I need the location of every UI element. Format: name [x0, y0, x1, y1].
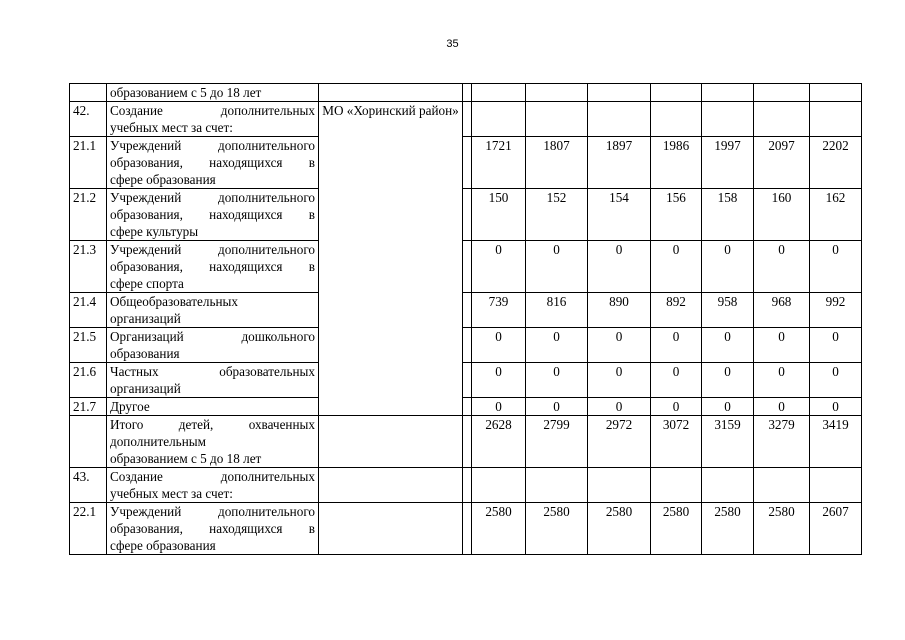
table-row — [70, 189, 862, 241]
value-cell: 160 — [754, 189, 810, 241]
value-cell — [588, 84, 651, 102]
row-name — [107, 398, 319, 416]
table-row — [70, 102, 862, 137]
row-name-line: образованием с 5 до 18 лет — [110, 451, 262, 466]
row-number: 42. — [70, 102, 107, 137]
row-name — [107, 293, 319, 328]
value-cell: 3419 — [810, 416, 862, 468]
value-cell: 0 — [526, 363, 588, 398]
value-cell: 0 — [472, 398, 526, 416]
responsible-blank — [319, 468, 463, 503]
value-cell — [702, 84, 754, 102]
row-name-line: образования, находящихся в — [110, 207, 315, 222]
value-cell: 0 — [702, 398, 754, 416]
row-name-line: Учреждений дополнительного — [110, 242, 315, 257]
row-number: 43. — [70, 468, 107, 503]
value-cell: 0 — [472, 363, 526, 398]
value-cell: 152 — [526, 189, 588, 241]
value-cell — [651, 102, 702, 137]
spacer-cell — [463, 241, 472, 293]
responsible-blank — [319, 416, 463, 468]
row-name-line: учебных мест за счет: — [110, 486, 233, 501]
value-cell: 158 — [702, 189, 754, 241]
value-cell: 0 — [702, 328, 754, 363]
row-name-line: образования — [110, 346, 180, 361]
row-name-line: образования, находящихся в — [110, 521, 315, 536]
row-name-line: образованием с 5 до 18 лет — [110, 85, 262, 100]
row-name-line: сфере культуры — [110, 224, 199, 239]
value-cell: 0 — [651, 241, 702, 293]
value-cell — [651, 468, 702, 503]
row-name-line: образования, находящихся в — [110, 259, 315, 274]
row-name-line: Организаций дошкольного — [110, 329, 315, 344]
value-cell — [754, 102, 810, 137]
value-cell — [702, 468, 754, 503]
value-cell: 0 — [472, 241, 526, 293]
row-name — [107, 102, 319, 137]
row-name-line: организаций — [110, 381, 181, 396]
value-cell: 150 — [472, 189, 526, 241]
row-name-line: Общеобразовательных — [110, 294, 239, 309]
value-cell: 0 — [754, 241, 810, 293]
value-cell: 2580 — [472, 503, 526, 555]
value-cell: 3279 — [754, 416, 810, 468]
row-name — [107, 84, 319, 102]
value-cell: 816 — [526, 293, 588, 328]
row-name — [107, 468, 319, 503]
value-cell: 0 — [754, 398, 810, 416]
value-cell: 3159 — [702, 416, 754, 468]
row-name-line: сфере образования — [110, 538, 216, 553]
row-name-line: Учреждений дополнительного — [110, 504, 315, 519]
value-cell: 0 — [702, 363, 754, 398]
table-row — [70, 468, 862, 503]
row-number: 21.1 — [70, 137, 107, 189]
row-number: 21.2 — [70, 189, 107, 241]
spacer-cell — [463, 84, 472, 102]
table-row — [70, 84, 862, 102]
spacer-cell — [463, 398, 472, 416]
value-cell — [472, 84, 526, 102]
value-cell — [810, 468, 862, 503]
row-name-line: образования, находящихся в — [110, 155, 315, 170]
responsible-blank-top — [319, 84, 463, 102]
value-cell: 0 — [810, 241, 862, 293]
value-cell — [472, 468, 526, 503]
table-row — [70, 398, 862, 416]
spacer-cell — [463, 363, 472, 398]
value-cell: 2799 — [526, 416, 588, 468]
row-name-line: Создание дополнительных — [110, 103, 315, 118]
row-number: 21.6 — [70, 363, 107, 398]
value-cell — [810, 102, 862, 137]
value-cell: 154 — [588, 189, 651, 241]
row-number: 21.5 — [70, 328, 107, 363]
value-cell: 2972 — [588, 416, 651, 468]
spacer-cell — [463, 328, 472, 363]
value-cell: 2607 — [810, 503, 862, 555]
value-cell: 0 — [810, 398, 862, 416]
value-cell: 0 — [810, 363, 862, 398]
value-cell: 2580 — [651, 503, 702, 555]
row-number: 21.7 — [70, 398, 107, 416]
value-cell — [526, 102, 588, 137]
row-name-line: дополнительным — [110, 434, 206, 449]
value-cell — [588, 468, 651, 503]
value-cell: 890 — [588, 293, 651, 328]
value-cell — [526, 84, 588, 102]
value-cell: 0 — [472, 328, 526, 363]
spacer-cell — [463, 468, 472, 503]
spacer-cell — [463, 137, 472, 189]
value-cell — [651, 84, 702, 102]
value-cell: 0 — [754, 363, 810, 398]
value-cell: 0 — [588, 398, 651, 416]
value-cell — [702, 102, 754, 137]
value-cell: 892 — [651, 293, 702, 328]
row-number — [70, 84, 107, 102]
spacer-cell — [463, 503, 472, 555]
row-name-line: Учреждений дополнительного — [110, 190, 315, 205]
row-name — [107, 328, 319, 363]
value-cell — [754, 84, 810, 102]
value-cell: 739 — [472, 293, 526, 328]
value-cell: 1721 — [472, 137, 526, 189]
row-number: 21.3 — [70, 241, 107, 293]
row-number — [70, 416, 107, 468]
row-name — [107, 137, 319, 189]
value-cell: 2580 — [702, 503, 754, 555]
table-body — [70, 84, 862, 555]
table-row — [70, 328, 862, 363]
row-number: 22.1 — [70, 503, 107, 555]
spacer-cell — [463, 102, 472, 137]
row-name-line: сфере спорта — [110, 276, 184, 291]
value-cell: 2580 — [526, 503, 588, 555]
spacer-cell — [463, 416, 472, 468]
row-name-line: Учреждений дополнительного — [110, 138, 315, 153]
value-cell — [810, 84, 862, 102]
responsible-organization: МО «Хоринский район» — [319, 102, 463, 416]
data-table — [69, 83, 862, 555]
value-cell: 0 — [651, 363, 702, 398]
table-row — [70, 293, 862, 328]
row-name — [107, 189, 319, 241]
value-cell: 0 — [588, 241, 651, 293]
value-cell — [472, 102, 526, 137]
value-cell — [588, 102, 651, 137]
row-name — [107, 503, 319, 555]
table-row — [70, 363, 862, 398]
value-cell: 156 — [651, 189, 702, 241]
value-cell: 0 — [526, 328, 588, 363]
page-number: 35 — [446, 38, 459, 50]
value-cell: 1897 — [588, 137, 651, 189]
value-cell: 0 — [651, 398, 702, 416]
value-cell: 0 — [810, 328, 862, 363]
value-cell: 1997 — [702, 137, 754, 189]
value-cell: 2580 — [754, 503, 810, 555]
value-cell: 2097 — [754, 137, 810, 189]
value-cell: 1986 — [651, 137, 702, 189]
value-cell: 0 — [754, 328, 810, 363]
value-cell: 3072 — [651, 416, 702, 468]
spacer-cell — [463, 293, 472, 328]
table-row — [70, 241, 862, 293]
responsible-blank — [319, 503, 463, 555]
row-name — [107, 241, 319, 293]
value-cell — [526, 468, 588, 503]
row-name-line: Создание дополнительных — [110, 469, 315, 484]
row-name — [107, 416, 319, 468]
value-cell: 0 — [651, 328, 702, 363]
value-cell: 2628 — [472, 416, 526, 468]
row-name-line: организаций — [110, 311, 181, 326]
row-name-line: Другое — [110, 399, 150, 414]
value-cell: 2580 — [588, 503, 651, 555]
value-cell: 0 — [702, 241, 754, 293]
value-cell: 0 — [588, 363, 651, 398]
spacer-cell — [463, 189, 472, 241]
value-cell: 2202 — [810, 137, 862, 189]
value-cell: 0 — [526, 241, 588, 293]
row-name-line: учебных мест за счет: — [110, 120, 233, 135]
row-name-line: сфере образования — [110, 172, 216, 187]
value-cell: 0 — [588, 328, 651, 363]
value-cell: 0 — [526, 398, 588, 416]
row-name-line: Частных образовательных — [110, 364, 315, 379]
value-cell: 958 — [702, 293, 754, 328]
table-row — [70, 137, 862, 189]
row-number: 21.4 — [70, 293, 107, 328]
row-name-line: Итого детей, охваченных — [110, 417, 315, 432]
value-cell: 1807 — [526, 137, 588, 189]
table-row — [70, 503, 862, 555]
value-cell: 968 — [754, 293, 810, 328]
row-name — [107, 363, 319, 398]
value-cell: 992 — [810, 293, 862, 328]
value-cell: 162 — [810, 189, 862, 241]
value-cell — [754, 468, 810, 503]
table-row — [70, 416, 862, 468]
